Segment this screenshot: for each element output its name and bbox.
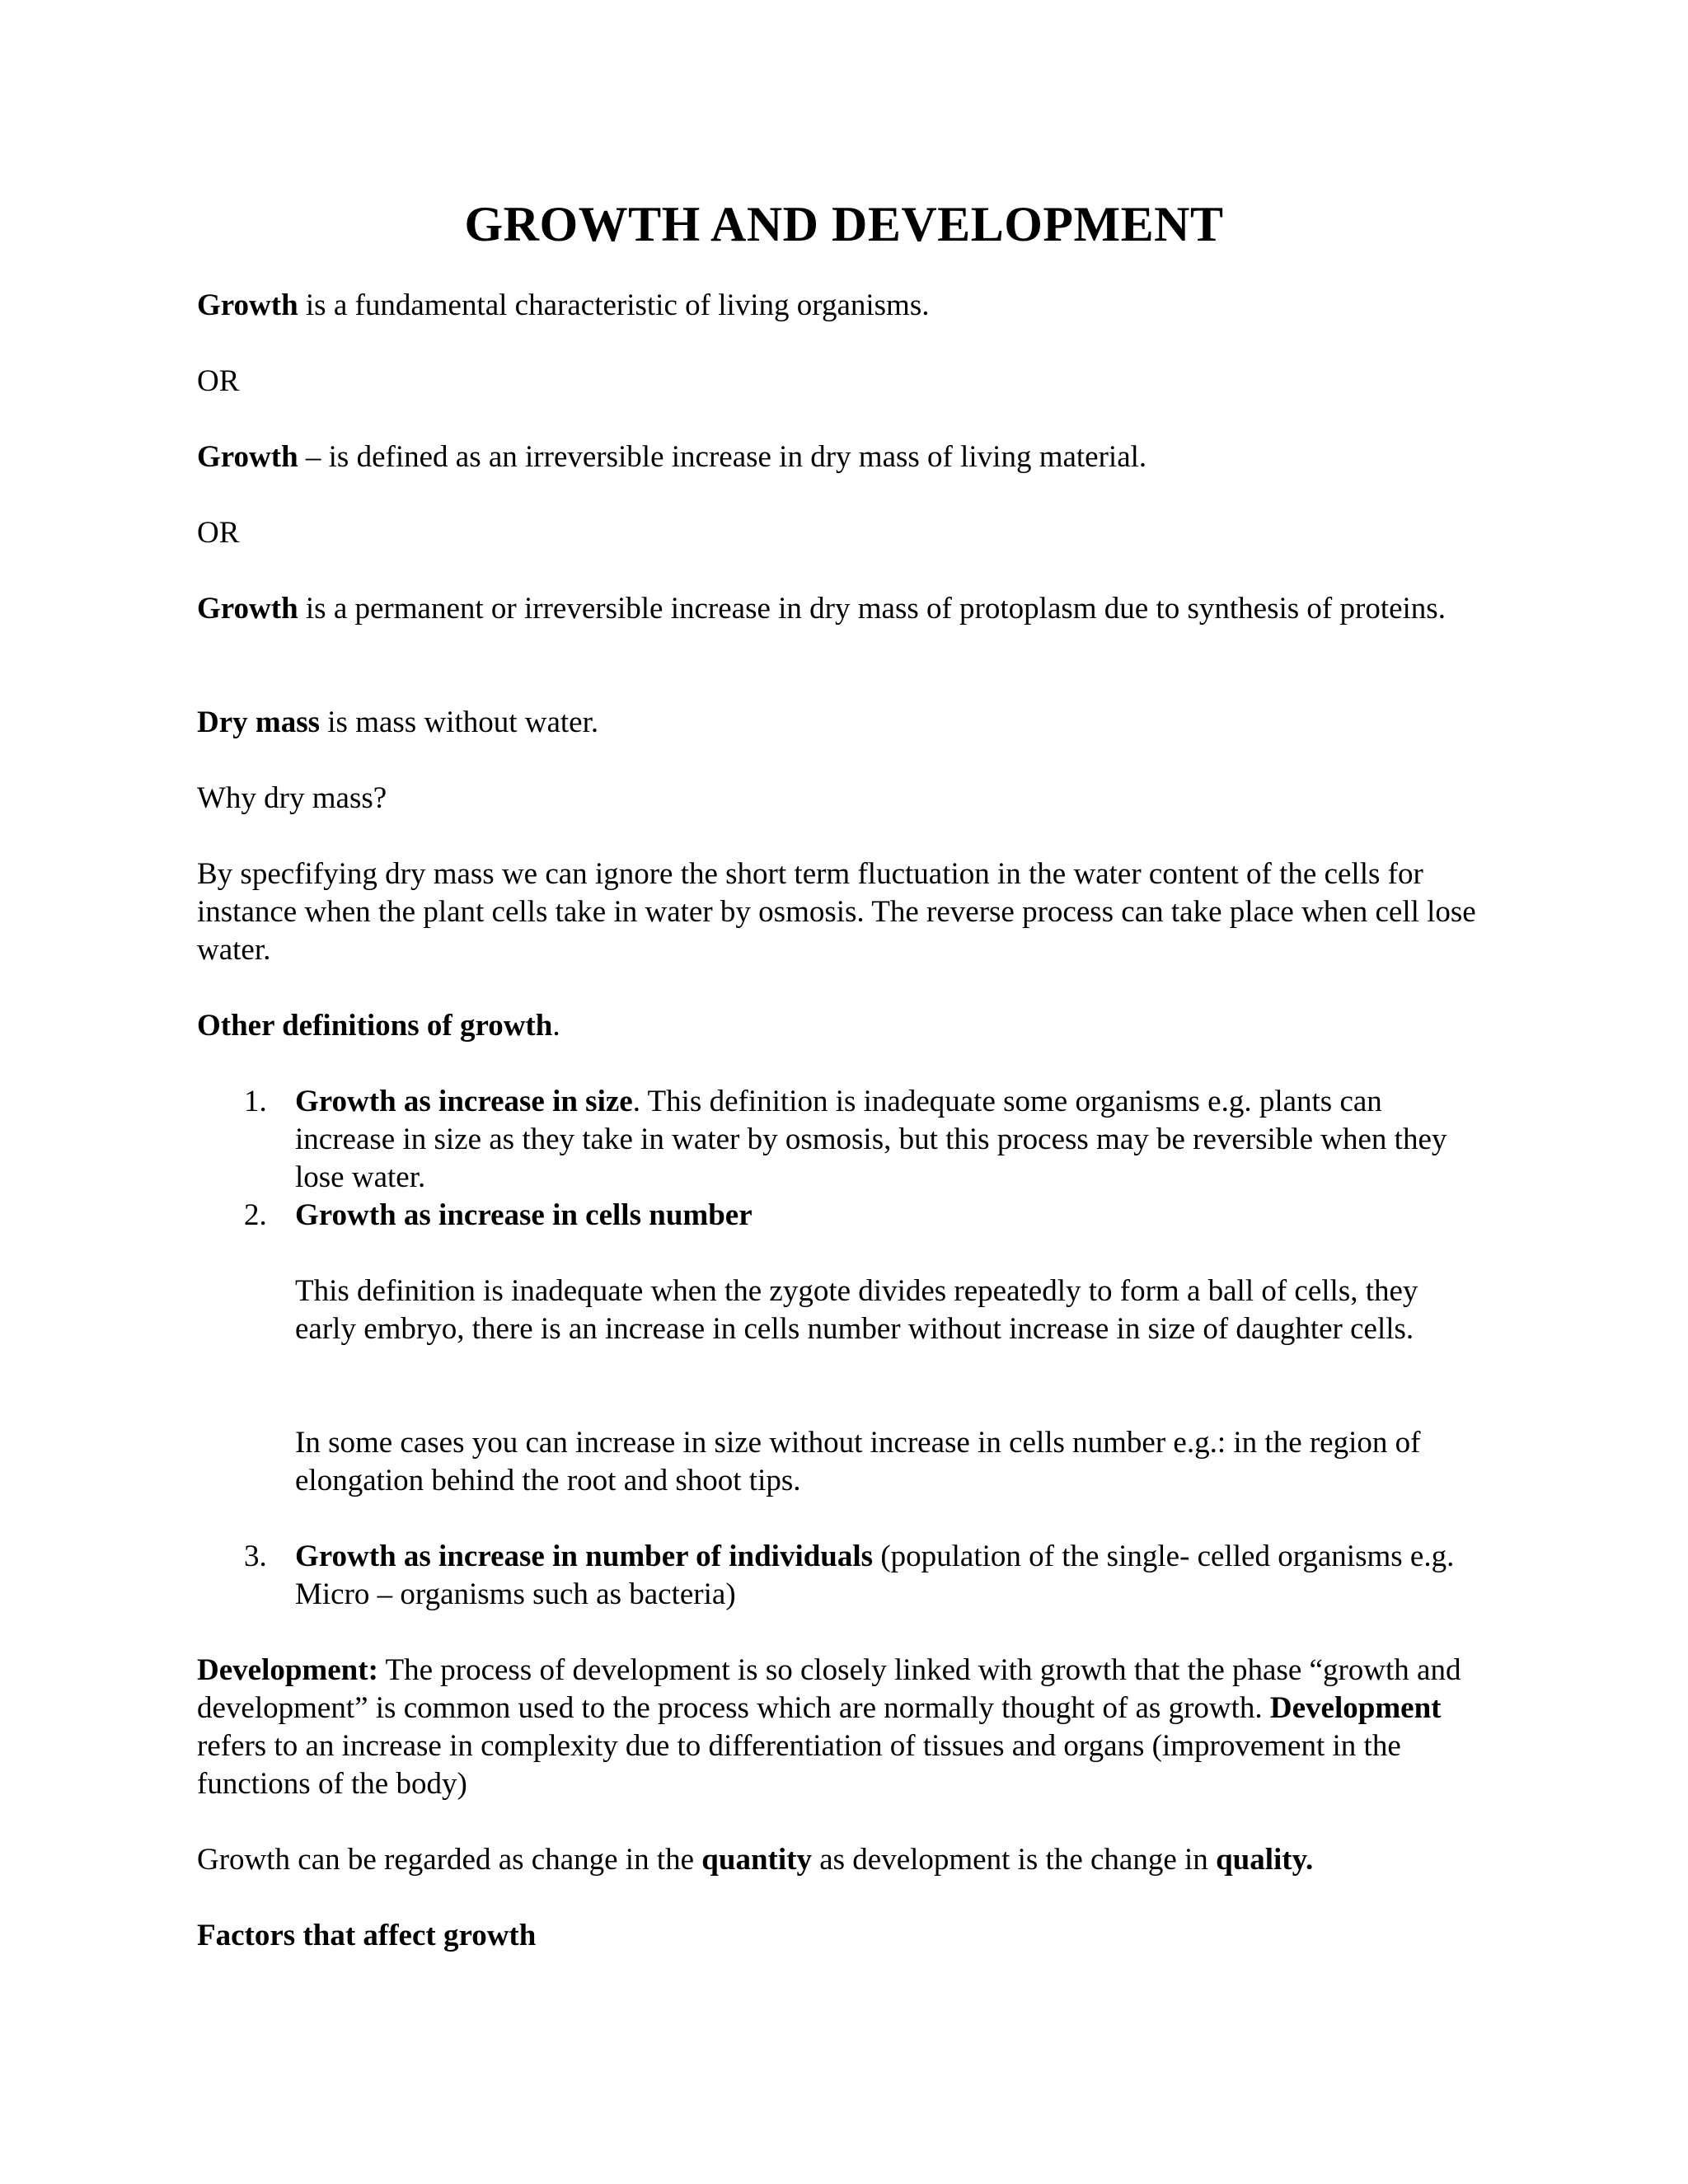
development-text-2: refers to an increase in complexity due to differentiation of tissues and organs (improvement in the functions of the body) <box>197 1729 1401 1801</box>
definition-2 <box>197 438 1483 476</box>
list-item-1 <box>295 1083 1474 1197</box>
or-separator-1: OR <box>197 364 240 398</box>
development-term: Development: <box>197 1653 378 1687</box>
dry-mass-explanation: By specfifying dry mass we can ignore the short term fluctuation in the water content of the cells for instance when the plant cells take in water by osmosis. The reverse process can take place when cell lose water. <box>197 857 1476 967</box>
list-item-2-title <box>295 1197 1474 1235</box>
definition-term: Growth <box>197 592 298 626</box>
dry-mass-text: is mass without water. <box>320 705 599 739</box>
development-term-2: Development <box>1269 1691 1442 1725</box>
why-dry-mass-question: Why dry mass? <box>197 781 387 815</box>
list-item-text: (population of the single- celled organisms e.g. Micro – organisms such as bacteria) <box>295 1540 1455 1611</box>
development-paragraph <box>197 1652 1483 1803</box>
or-separator-2: OR <box>197 516 240 550</box>
dry-mass-term: Dry mass <box>197 705 321 739</box>
definition-text: is a permanent or irreversible increase in dry mass of protoplasm due to synthesis of proteins. <box>298 592 1446 626</box>
list-number-3: 3. <box>244 1540 267 1573</box>
quantity-quality-line <box>197 1841 1483 1879</box>
list-item-title: Growth as increase in size <box>295 1085 633 1118</box>
quantity-line-mid: as development is the change in <box>811 1843 1217 1877</box>
factors-heading: Factors that affect growth <box>197 1919 537 1952</box>
other-definitions-heading-tail: . <box>552 1009 560 1043</box>
definition-1 <box>197 287 1483 325</box>
other-definitions-heading-bold: Other definitions of growth <box>197 1009 553 1043</box>
list-item-title: Growth as increase in number of individuals <box>295 1540 874 1573</box>
list-item-text: . This definition is inadequate some organisms e.g. plants can increase in size as they take in water by osmosis, but this process may be reversible when they lose water. <box>295 1085 1447 1194</box>
other-definitions-heading <box>197 1007 1483 1045</box>
list-number-1: 1. <box>244 1085 267 1118</box>
development-text: The process of development is so closely linked with growth that the phase “growth and development” is common used to the process which are normally thought of as growth. <box>197 1653 1461 1725</box>
quantity-line-pre: Growth can be regarded as change in the <box>197 1843 702 1877</box>
page-title: GROWTH AND DEVELOPMENT <box>464 197 1224 251</box>
definition-text: – is defined as an irreversible increase in dry mass of living material. <box>298 440 1147 474</box>
list-item-3 <box>295 1538 1474 1614</box>
list-number-2: 2. <box>244 1198 267 1232</box>
list-item-title: Growth as increase in cells number <box>295 1198 753 1232</box>
quantity-word: quantity <box>701 1843 812 1877</box>
list-item-2-paragraph-1: This definition is inadequate when the zygote divides repeatedly to form a ball of cells, they early embryo, there is an increase in cells number without increase in size of daughter cells. <box>295 1274 1418 1346</box>
quality-word: quality. <box>1216 1843 1314 1877</box>
list-item-2-paragraph-2: In some cases you can increase in size without increase in cells number e.g.: in the region of elongation behind the root and shoot tips. <box>295 1426 1421 1497</box>
definition-term: Growth <box>197 440 298 474</box>
definition-3 <box>197 590 1483 628</box>
dry-mass-definition <box>197 704 1483 742</box>
definition-term: Growth <box>197 288 298 322</box>
definition-text: is a fundamental characteristic of living organisms. <box>298 288 930 322</box>
